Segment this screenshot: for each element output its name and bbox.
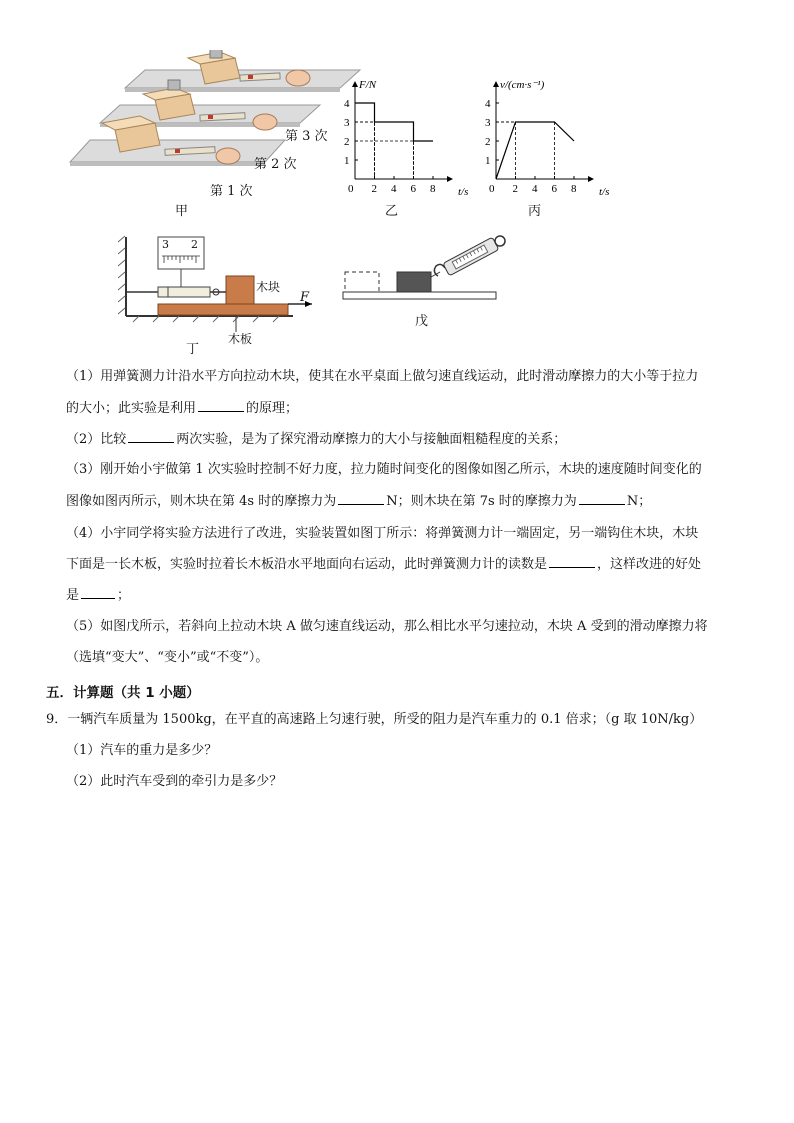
q1-text-post: 的原理； [246,401,299,416]
q4-text-pre: 下面是一长木板，实验时拉着长木板沿水平地面向右运动，此时弹簧测力计的读数是 [66,557,548,572]
q4-text-end: ； [117,588,131,603]
question-5-line-1: （5）如图戊所示，若斜向上拉动木块 A 做匀速直线运动，那么相比水平匀速拉动，木块 A 受到的滑动摩擦力将 [66,619,708,634]
question-9: 9．一辆汽车质量为 1500kg，在平直的高速路上匀速行驶，所受的阻力是汽车重力的 0.1 倍求；（g 取 10N/kg） [46,712,703,727]
question-2 [66,430,756,449]
y-tick-label: 4 [344,98,350,110]
q2-answer-blank[interactable] [128,430,174,443]
q4-text-shi: 是 [66,588,80,603]
question-9-part-1: （1）汽车的重力是多少？ [66,743,218,758]
x-axis-arrow [447,176,453,182]
question-3-line-1: （3）刚开始小宇做第 1 次实验时控制不好力度，拉力随时间变化的图像如图乙所示，木块的速度随时间变化的 [66,462,702,477]
q2-text-pre: （2）比较 [66,432,127,447]
x-tick-label: 0 [489,183,495,195]
q4-text-post: ，这样改进的好处 [597,557,702,572]
trial-3-label: 第 3 次 [285,129,328,144]
question-9-part-2: （2）此时汽车受到的牵引力是多少？ [66,774,283,789]
question-4-line-1: （4）小宇同学将实验方法进行了改进，实验装置如图丁所示：将弹簧测力计一端固定，另一端钩住木块，木块 [66,526,699,541]
trial-3-setup [125,50,360,92]
question-1-line-2 [66,399,756,418]
figure-ding [118,232,318,342]
figure-yi-label: 乙 [385,204,399,219]
data-line [496,122,574,179]
q3-text-mid: N；则木块在第 7s 时的摩擦力为 [386,494,577,509]
figure-bing-label: 丙 [528,204,542,219]
x-tick-label: 0 [348,183,354,195]
y-tick-label: 2 [344,136,350,148]
q4-answer-blank-reading[interactable] [549,555,595,568]
question-4-line-2 [66,555,756,574]
y-tick-label: 1 [485,155,491,167]
x-tick-label: 2 [512,183,518,195]
figure-wu [340,232,510,302]
x-tick-label: 6 [551,183,557,195]
figure-wu-label: 戊 [415,314,429,329]
x-tick-label: 2 [371,183,377,195]
figure-jia-label: 甲 [175,204,189,219]
ding-scale-number-2: 2 [191,238,198,251]
x-axis-arrow [588,176,594,182]
x-tick-label: 8 [430,183,436,195]
y-axis-title: v/(cm·s⁻¹) [500,79,545,91]
ding-scale-number-3: 3 [162,238,169,251]
y-tick-label: 3 [344,117,350,129]
trial-1-label: 第 1 次 [210,184,253,199]
chart-force-time [340,74,480,204]
q2-text-post: 两次实验，是为了探究滑动摩擦力的大小与接触面粗糙程度的关系； [176,432,567,447]
question-1-line-1: （1）用弹簧测力计沿水平方向拉动木块，使其在水平桌面上做匀速直线运动，此时滑动摩擦力的大小等于拉力 [66,369,699,384]
question-4-line-3 [66,586,756,605]
chart-velocity-time [481,74,621,204]
ding-force-label: F [300,290,310,305]
x-tick-label: 4 [532,183,538,195]
x-tick-label: 8 [571,183,577,195]
ding-board-label: 木板 [228,332,253,346]
x-axis-title: t/s [458,186,469,198]
y-axis-arrow [493,81,499,87]
question-3-line-2 [66,492,756,511]
q3-text-post: N； [626,494,652,509]
x-tick-label: 6 [410,183,416,195]
q3-text-pre: 图像如图丙所示，则木块在第 4s 时的摩擦力为 [66,494,337,509]
q1-text-pre: 的大小；此实验是利用 [66,401,197,416]
q3-answer-blank-4s[interactable] [338,492,384,505]
ding-block-label: 木块 [256,280,281,294]
y-tick-label: 3 [485,117,491,129]
q1-answer-blank[interactable] [198,399,244,412]
x-tick-label: 4 [391,183,397,195]
y-tick-label: 4 [485,98,491,110]
question-5-line-2: （选填“变大”、“变小”或“不变”）。 [66,650,269,665]
y-axis-arrow [352,81,358,87]
figures-area [0,0,794,360]
section-5-title: 五．计算题（共 1 小题） [46,685,200,701]
q4-answer-blank-benefit[interactable] [81,586,115,599]
trial-2-label: 第 2 次 [254,157,297,172]
figure-ding-label: 丁 [186,342,200,357]
q3-answer-blank-7s[interactable] [579,492,625,505]
x-axis-title: t/s [599,186,610,198]
y-tick-label: 1 [344,155,350,167]
y-axis-title: F/N [359,79,377,91]
y-tick-label: 2 [485,136,491,148]
